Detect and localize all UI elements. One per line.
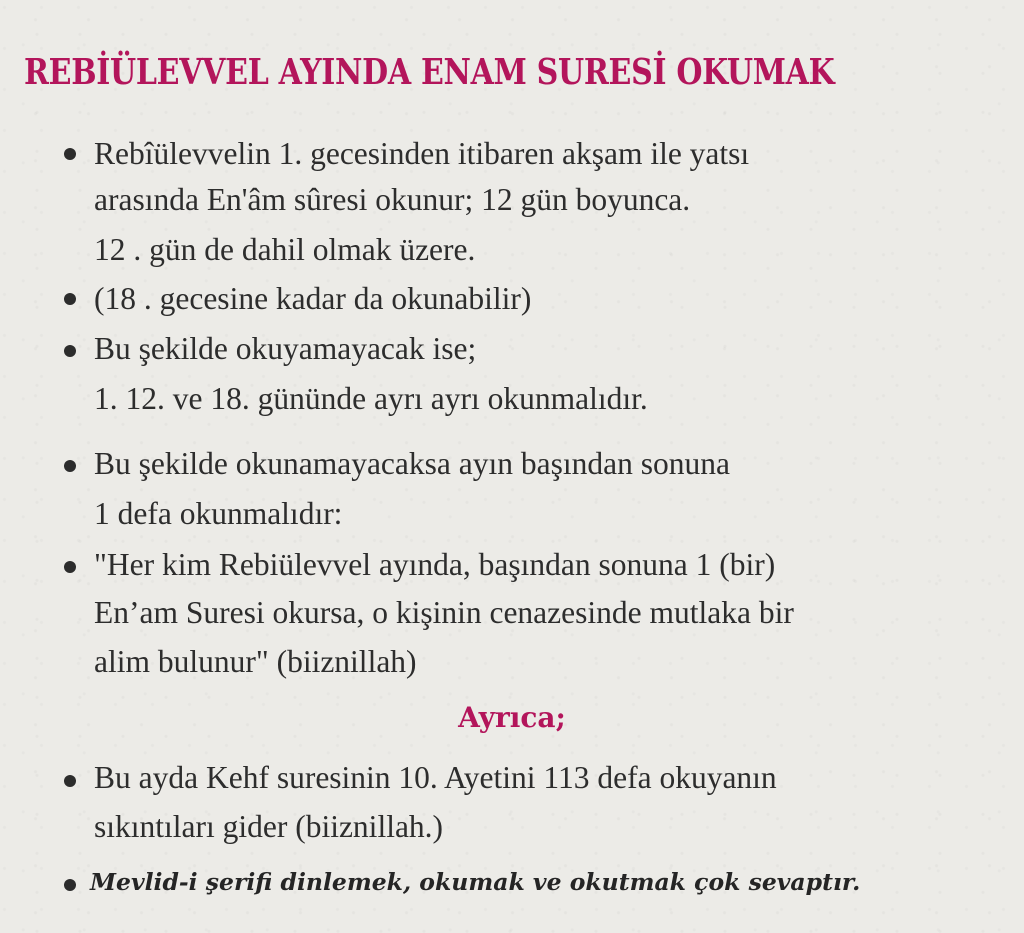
list-item-line: "Her kim Rebiülevvel ayında, başından sonuna 1 (bir) bbox=[94, 547, 776, 582]
list-item-line: Rebîülevvelin 1. gecesinden itibaren akşam ile yatsı bbox=[94, 136, 750, 171]
bullet-icon bbox=[64, 345, 76, 357]
footer-note: Mevlid-i şerifi dinlemek, okumak ve okutmak çok sevaptır. bbox=[90, 868, 861, 896]
page-title: REBİÜLEVVEL AYINDA ENAM SURESİ OKUMAK bbox=[24, 52, 835, 94]
list-item-line: 1. 12. ve 18. gününde ayrı ayrı okunmalıdır. bbox=[94, 381, 648, 416]
list-item-line: En’am Suresi okursa, o kişinin cenazesinde mutlaka bir bbox=[94, 595, 794, 630]
bullet-icon bbox=[64, 879, 76, 891]
bullet-icon bbox=[64, 460, 76, 472]
list-item-line: 12 . gün de dahil olmak üzere. bbox=[94, 232, 476, 267]
list-item-line: Bu ayda Kehf suresinin 10. Ayetini 113 defa okuyanın bbox=[94, 760, 777, 795]
bullet-icon bbox=[64, 561, 76, 573]
section-subtitle: Ayrıca; bbox=[458, 701, 566, 734]
bullet-icon bbox=[64, 293, 76, 305]
list-item-line: 1 defa okunmalıdır: bbox=[94, 496, 343, 531]
list-item-line: Bu şekilde okuyamayacak ise; bbox=[94, 331, 477, 366]
bullet-icon bbox=[64, 148, 76, 160]
list-item-line: (18 . gecesine kadar da okunabilir) bbox=[94, 281, 532, 316]
list-item-line: sıkıntıları gider (biiznillah.) bbox=[94, 809, 444, 844]
list-item-line: Bu şekilde okunamayacaksa ayın başından sonuna bbox=[94, 446, 730, 481]
list-item-line: alim bulunur" (biiznillah) bbox=[94, 644, 417, 679]
bullet-icon bbox=[64, 775, 76, 787]
list-item-line: arasında En'âm sûresi okunur; 12 gün boyunca. bbox=[94, 182, 691, 217]
